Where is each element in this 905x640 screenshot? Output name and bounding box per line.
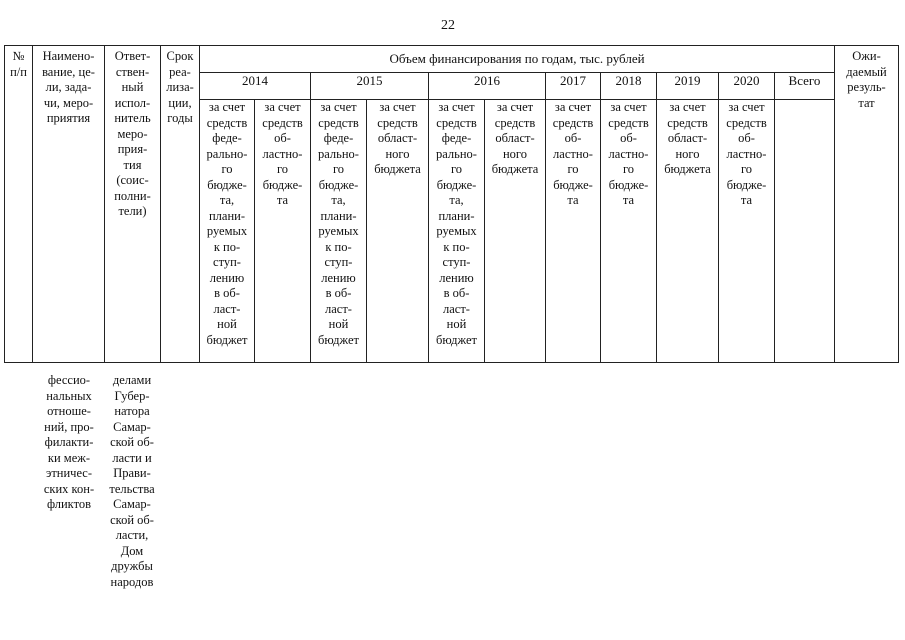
year-2018: 2018 — [601, 73, 657, 100]
year-2016: 2016 — [429, 73, 546, 100]
page-number: 22 — [441, 18, 455, 33]
header-result: Ожи- даемый резуль- тат — [835, 46, 899, 363]
header-name: Наимено- вание, це- ли, зада- чи, меро- приятия — [33, 46, 105, 363]
source-2014-federal: за счет средств феде- рально- го бюдже- та, плани- руемых к по- ступ- лению в об- ласт- ной бюджет — [200, 100, 255, 363]
source-2020-regional: за счет средств об- ластно- го бюдже- та — [719, 100, 775, 363]
header-funding: Объем финансирования по годам, тыс. рублей — [200, 46, 835, 73]
year-2014: 2014 — [200, 73, 311, 100]
source-2015-regional: за счет средств област- ного бюджета — [367, 100, 429, 363]
total-header: Всего — [775, 73, 835, 100]
continuation-executor: делами Губер- натора Самар- ской об- ласти и Прави- тельства Самар- ской об- ласти, Дом дружбы народов — [109, 373, 155, 589]
source-2014-regional: за счет средств об- ластно- го бюдже- та — [255, 100, 311, 363]
header-executor: Ответ- ствен- ный испол- нитель меро- прия- тия (соис- полни- тели) — [105, 46, 161, 363]
header-term: Срок реа- лиза- ции, годы — [161, 46, 200, 363]
source-2016-regional: за счет средств област- ного бюджета — [485, 100, 546, 363]
continuation-name: фессио- нальных отноше- ний, про- филакти- ки меж- этничес- ских кон- фликтов — [43, 373, 95, 511]
total-cell — [775, 100, 835, 363]
source-2018-regional: за счет средств об- ластно- го бюдже- та — [601, 100, 657, 363]
source-2017-regional: за счет средств об- ластно- го бюдже- та — [546, 100, 601, 363]
year-2020: 2020 — [719, 73, 775, 100]
year-2019: 2019 — [657, 73, 719, 100]
source-2019-regional: за счет средств област- ного бюджета — [657, 100, 719, 363]
source-2016-federal: за счет средств феде- рально- го бюдже- та, плани- руемых к по- ступ- лению в об- ласт- ной бюджет — [429, 100, 485, 363]
funding-table — [4, 45, 899, 363]
source-2015-federal: за счет средств феде- рально- го бюдже- та, плани- руемых к по- ступ- лению в об- ласт- ной бюджет — [311, 100, 367, 363]
header-num: № п/п — [5, 46, 33, 363]
year-2015: 2015 — [311, 73, 429, 100]
year-2017: 2017 — [546, 73, 601, 100]
